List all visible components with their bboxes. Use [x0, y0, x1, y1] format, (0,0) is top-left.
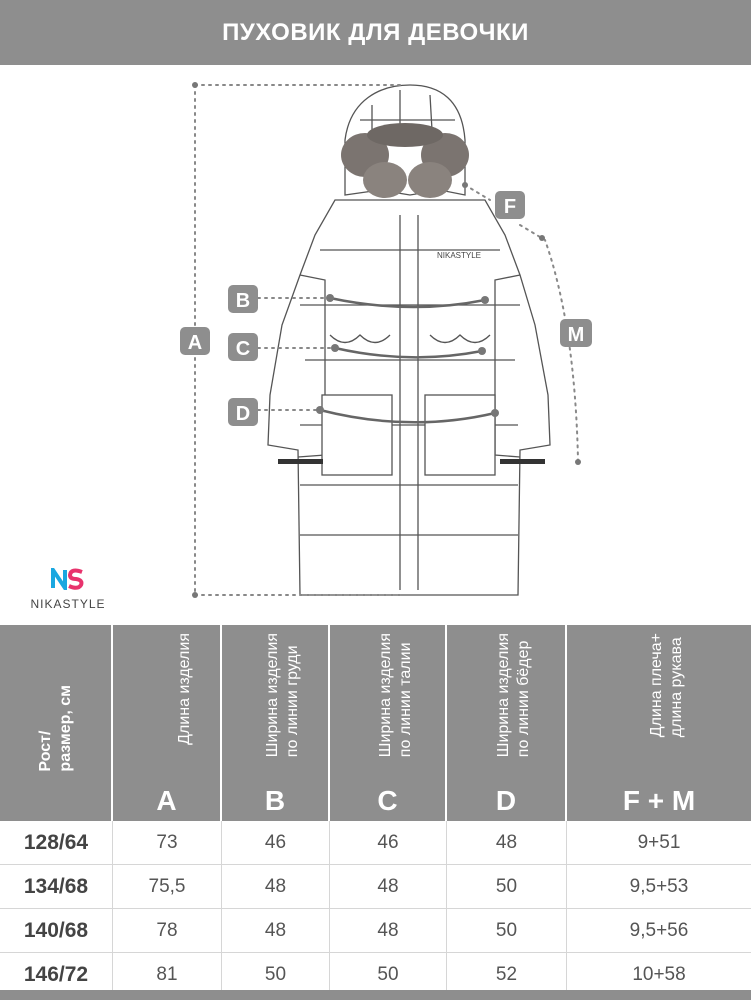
jacket-brand-text: NIKASTYLE	[437, 251, 482, 260]
svg-text:M: M	[567, 324, 585, 346]
cell-b: 48	[222, 909, 330, 953]
svg-text:C: C	[235, 338, 251, 360]
cell-size: 140/68	[0, 909, 113, 953]
header-cell-fm	[567, 625, 751, 821]
cell-c: 46	[330, 821, 447, 865]
header-cell-b	[222, 625, 330, 821]
jacket-diagram	[0, 65, 751, 625]
table-row	[0, 909, 751, 953]
cell-b: 50	[222, 953, 330, 997]
label-c	[228, 333, 258, 361]
table-row	[0, 865, 751, 909]
cell-a: 73	[113, 821, 222, 865]
header-cell-d	[447, 625, 567, 821]
cell-fm: 9,5+53	[629, 876, 689, 897]
page-title: ПУХОВИК ДЛЯ ДЕВОЧКИ	[222, 18, 529, 46]
cell-fm: 10+58	[632, 964, 686, 985]
cell-d: 48	[447, 821, 567, 865]
label-d	[228, 398, 258, 426]
cell-c: 48	[330, 865, 447, 909]
header-cell-c	[330, 625, 447, 821]
svg-text:D: D	[235, 403, 251, 425]
bottom-bar	[0, 990, 751, 1000]
right-cuff	[500, 459, 545, 464]
page-header	[0, 0, 751, 65]
header-cell-size	[0, 625, 113, 821]
header-letter-d: D	[495, 785, 517, 816]
header-label-size: Рост/ размер, см	[36, 685, 74, 772]
table-header-row	[0, 625, 751, 821]
cell-d: 50	[447, 909, 567, 953]
cell-c: 48	[330, 909, 447, 953]
size-table	[0, 625, 751, 1000]
cell-size: 146/72	[0, 953, 113, 997]
cell-b: 48	[222, 865, 330, 909]
svg-text:A: A	[187, 332, 203, 354]
ns-logo-icon	[51, 568, 85, 590]
cell-a: 81	[113, 953, 222, 997]
header-label-a: Длина изделия	[175, 633, 193, 745]
table-row	[0, 821, 751, 865]
cell-size: 128/64	[0, 821, 113, 865]
cell-a: 78	[113, 909, 222, 953]
svg-text:F: F	[503, 196, 517, 218]
header-label-b: Ширина изделия по линии груди	[264, 633, 301, 758]
cell-b: 46	[222, 821, 330, 865]
cell-d: 50	[447, 865, 567, 909]
logo-text: NIKASTYLE	[30, 597, 106, 611]
header-cell-a	[113, 625, 222, 821]
cell-a: 75,5	[113, 865, 222, 909]
header-label-fm: Длина плеча+ длина рукава	[648, 633, 685, 738]
cell-fm: 9,5+56	[629, 920, 689, 941]
cell-size: 134/68	[0, 865, 113, 909]
header-letter-a: A	[156, 785, 177, 816]
header-label-c: Ширина изделия по линии талии	[376, 633, 414, 758]
svg-text:B: B	[235, 290, 251, 312]
cell-d: 52	[447, 953, 567, 997]
left-cuff	[278, 459, 323, 464]
header-letter-c: C	[377, 785, 398, 816]
cell-fm: 9+51	[637, 832, 681, 853]
header-letter-fm: F + M	[622, 785, 696, 816]
cell-c: 50	[330, 953, 447, 997]
label-a	[180, 327, 210, 355]
header-label-d: Ширина изделия по линии бёдер	[495, 633, 532, 758]
header-letter-b: B	[264, 785, 286, 816]
label-b	[228, 285, 258, 313]
jacket-outline	[268, 85, 550, 595]
label-f	[495, 191, 525, 219]
brand-logo	[28, 568, 108, 611]
label-m	[560, 319, 592, 347]
